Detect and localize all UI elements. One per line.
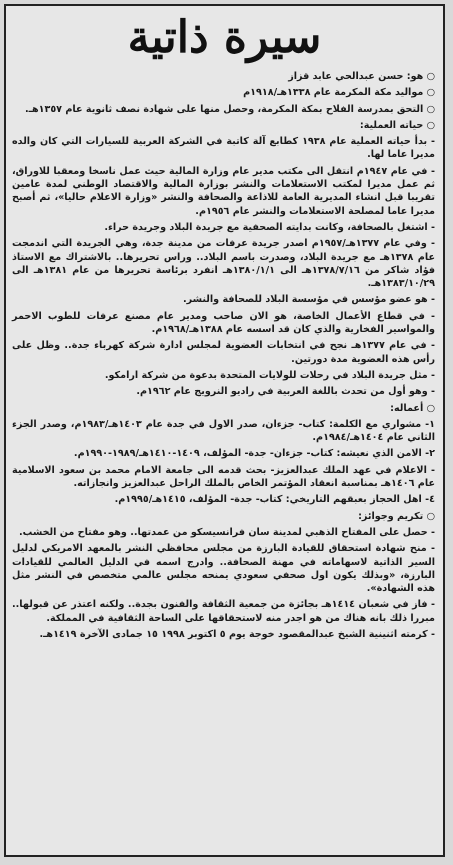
career-paragraph: - بدأ حياته العملية عام ١٩٣٨ كطابع آلة كاتبة في الشركة العربية للسيارات التي كان والده مديرا عاما لها. — [12, 136, 436, 161]
section-works-heading: ○ أعماله: — [390, 402, 435, 414]
career-paragraph: - في عام ١٩٤٧م انتقل الى مكتب مدير عام وزارة المالية حيث عمل ناسخا ومعقبا للاوراق، ثم عمل مديرا لمكتب الاستعلامات والنشر بوزارة المالية والاقتصاد الوطني لمدة عامين تقريبا قبل انشاء المديرية العامة للاذاعة والصحافة والنشر «وزارة الاعلام حاليا»، ثم أصبح مديرا عاما لمصلحة الاستعلامات والنشر عام ١٩٥٦م. — [12, 165, 435, 217]
career-paragraph: - وفي عام ١٣٧٧هـ/١٩٥٧م اصدر جريدة عرفات من مدينة جدة، وهي الجريدة التي اندمجت عام ١٣٧٨هـ مع جريدة البلاد، وصدرت باسم البلاد.. وراس تحريرها.. بالاشتراك مع الاستاذ فؤاد شاكر من ١٣٧٨/٧/١٦هـ الى ١٣٨٠/١/١هـ انفرد برئاسة تحريرها من عام ١٣٨١هـ الى ١٣٨٣/١٠/٢٩هـ. — [12, 238, 436, 290]
career-paragraph: - اشتغل بالصحافة، وكانت بدايته الصحفية مع جريدة البلاد وجريدة حراء. — [104, 221, 435, 233]
works-item: ٤- اهل الحجاز بعبقهم التاريخي: كتاب- جدة- المؤلف، ١٤١٥هـ/١٩٩٥م. — [114, 494, 435, 506]
section-career-heading: ○ حياته العملية: — [359, 119, 435, 131]
biography-clipping — [4, 4, 445, 857]
biography-text — [6, 70, 443, 641]
page-title: سيرة ذاتية — [127, 12, 322, 63]
career-paragraph: - في عام ١٣٧٧هـ نجح في انتخابات العضوية لمجلس ادارة شركة كهرباء جدة.. وظل على رأس هذه العضوية مدة دورتين. — [12, 340, 435, 365]
works-item: ١- مشواري مع الكلمة: كتاب- جزءان، صدر الاول في جدة عام ١٤٠٣هـ/١٩٨٣م، وصدر الجزء الثاني عام ١٤٠٤هـ/١٩٨٤م. — [12, 418, 435, 444]
awards-item: - فاز في شعبان ١٤١٤هـ بجائزة من جمعية الثقافة والفنون بجدة.. ولكنه اعتذر عن قبولها.. مبررا ذلك بانه هناك من هو اجدر منه لاستحقاقها على الساحة الثقافية في المملكة. — [12, 599, 435, 624]
career-paragraph: - في قطاع الأعمال الخاصة، هو الان صاحب ومدير عام مصنع عرفات للطوب الاحمر والمواسير الفخارية والذي كان قد اسسه عام ١٣٨٨هـ/١٩٦٨م. — [12, 310, 435, 336]
name-line: ○ هو: حسن عبدالحي عابد قزاز — [288, 71, 435, 82]
awards-item: - منح شهادة استحقاق للقيادة البارزة من مجلس محافظي النشر بالمعهد الامريكي لدليل السير الذاتية لاسهاماته في مهنة الصحافة.. وادرج اسمه في الدليل العالمي للقيادات البارزة، «وبذلك يكون اول صحفي سعودي يمنحه مجلس عالمي متخصص في النشر مثل هذه الشهادة». — [12, 543, 435, 595]
awards-item: - حصل على المفتاح الذهبي لمدينة سان فرانسيسكو من عمدتها.. وهو مفتاح من الخشب. — [19, 526, 435, 538]
career-paragraph: - هو عضو مؤسس في مؤسسة البلاد للصحافة والنشر. — [182, 294, 435, 306]
career-paragraph: - مثل جريدة البلاد في رحلات للولايات المتحدة بدعوة من شركة ارامكو. — [104, 369, 435, 381]
works-item: ٢- الامن الذي نعيشه: كتاب- جزءان- جدة- المؤلف، ١٤٠٩-١٤١٠هـ/١٩٨٩-١٩٩٠م. — [73, 448, 435, 460]
section-awards-heading: ○ تكريم وجوائز: — [358, 510, 435, 522]
career-paragraph: - وهو أول من تحدث باللغة العربية في راديو النرويج عام ١٩٦٢م. — [136, 386, 435, 398]
awards-item: - كرمته اثنينية الشيخ عبدالمقصود خوجة يوم ٥ اكتوبر ١٩٩٨ ١٥ جمادى الآخرة ١٤١٩هـ. — [39, 628, 435, 640]
birth-line: ○ مواليد مكة المكرمة عام ١٣٣٨هـ/١٩١٨م — [243, 87, 435, 99]
works-item: - الاعلام في عهد الملك عبدالعزيز- بحث قدمه الى جامعة الامام محمد بن سعود الاسلامية عام ١٤٠٦هـ بمناسبة انعقاد المؤتمر الخاص بالملك الراحل عبدالعزيز وانجازاته. — [12, 464, 435, 490]
education-line: ○ التحق بمدرسة الفلاح بمكة المكرمة، وحصل منها على شهادة نصف ثانوية عام ١٣٥٧هـ. — [25, 103, 435, 115]
